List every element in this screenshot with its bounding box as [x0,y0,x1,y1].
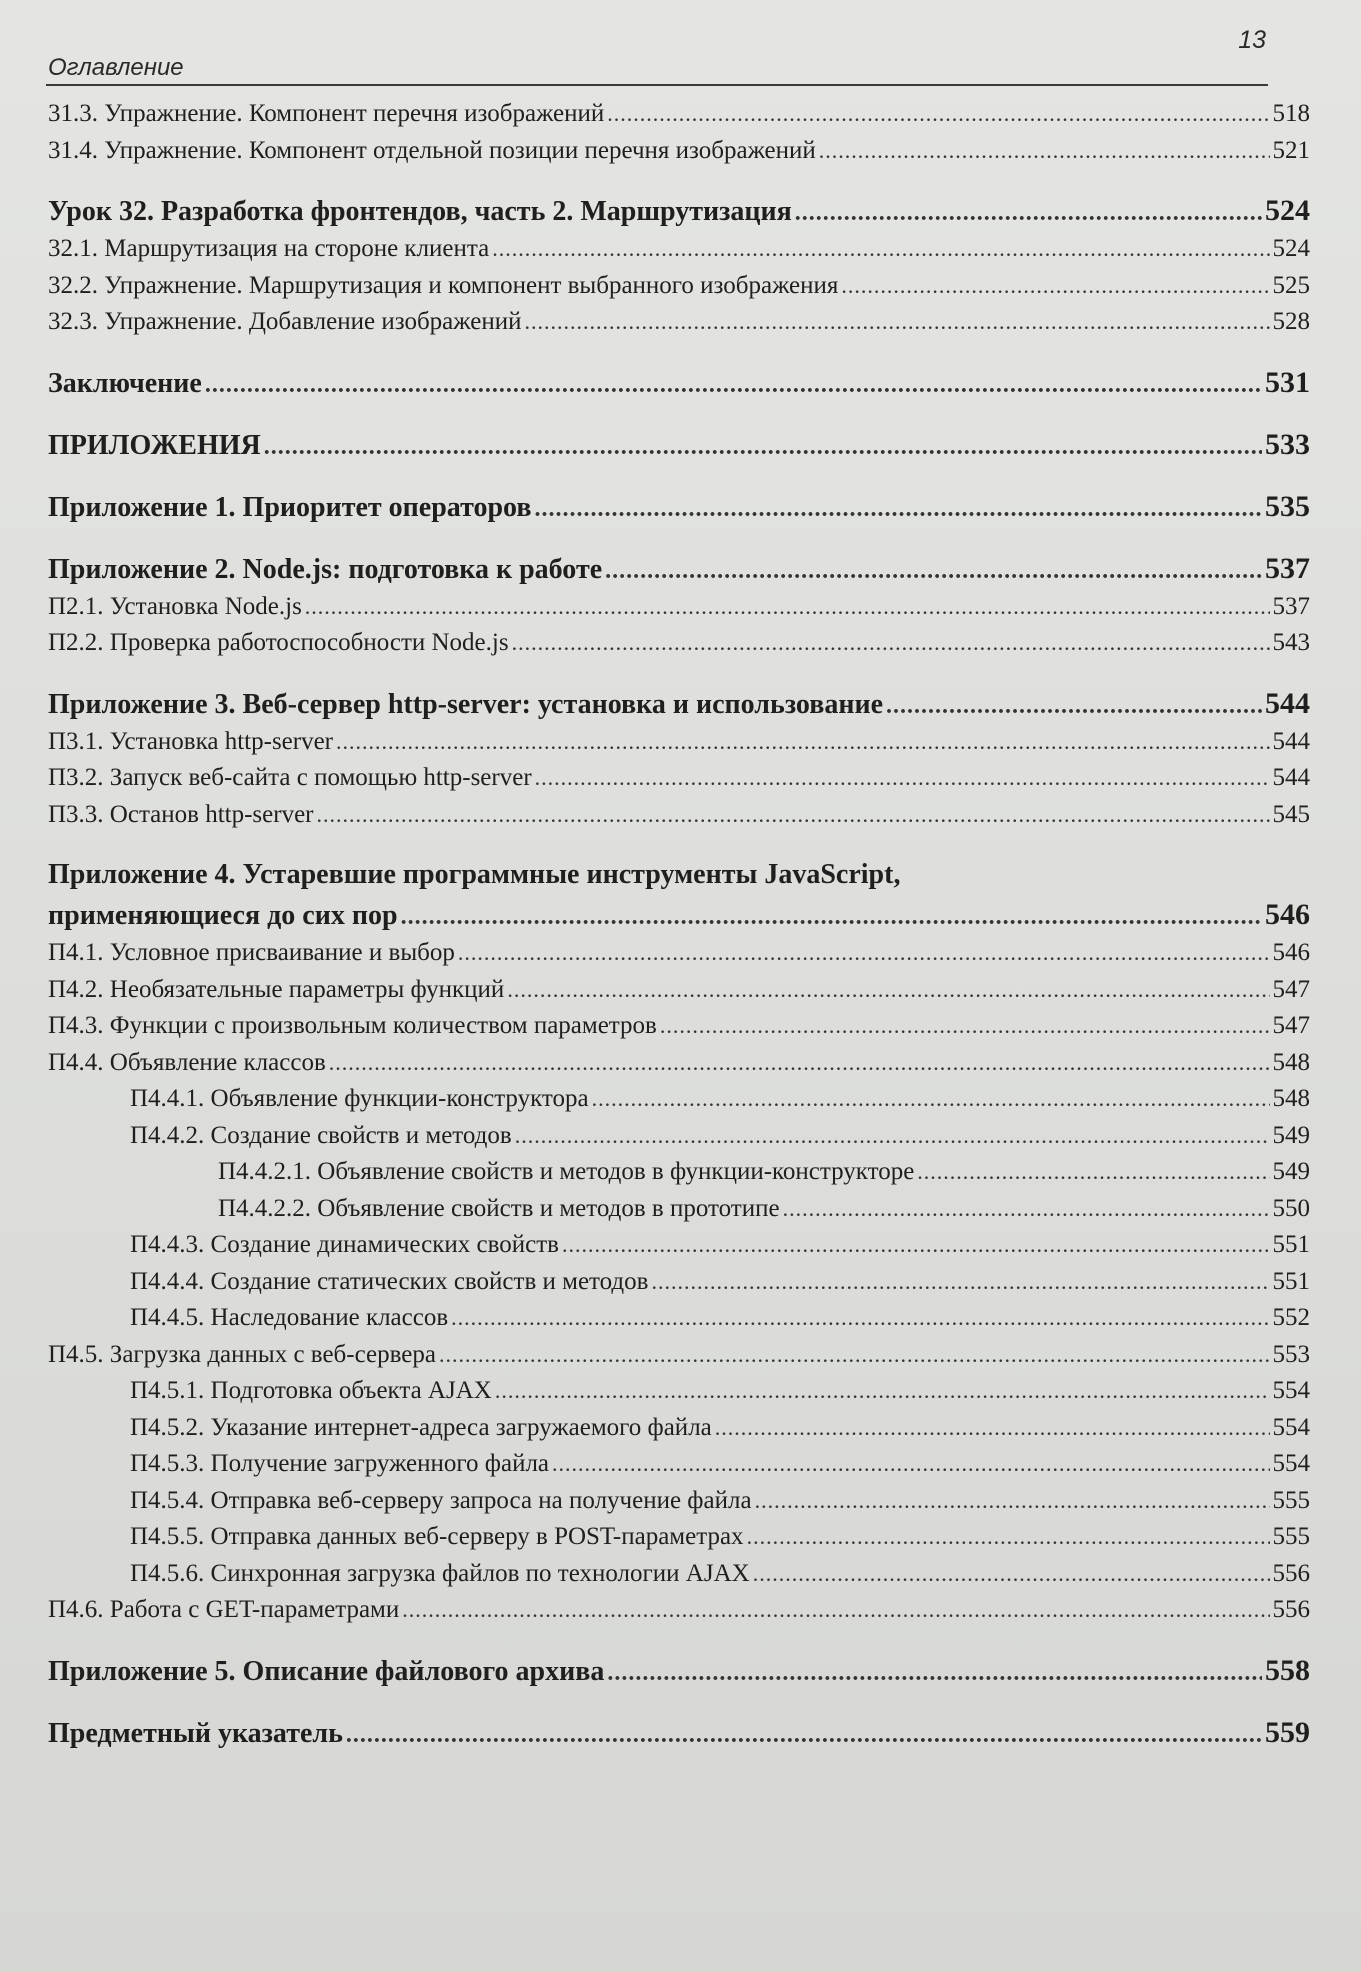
toc-chapter-entry[interactable] [48,1713,1310,1753]
toc-entry-page: 547 [1272,1012,1310,1039]
toc-entry-title: П4.2. Необязательные параметры функций [48,975,505,1003]
toc-entry-page: 551 [1272,1231,1310,1258]
toc-entry-page: 528 [1272,308,1310,335]
toc-entry-page: 544 [1272,764,1310,791]
toc-entry-title: П4.4.2.2. Объявление свойств и методов в прототипе [218,1194,780,1222]
toc-entry-page: 554 [1272,1413,1310,1441]
toc-subentry[interactable] [48,1300,1310,1337]
toc-entry-title: П4.5.5. Отправка данных веб-серверу в POST-параметрах [130,1523,744,1550]
dot-leader [552,1446,1269,1483]
toc-entry-page: 553 [1272,1340,1310,1368]
dot-leader [607,96,1269,133]
dot-leader [715,1410,1270,1447]
toc-subentry[interactable] [48,1227,1310,1264]
toc-entry[interactable] [48,304,1310,341]
toc-entry-page: 555 [1272,1523,1310,1550]
toc-entry-title: П4.4.3. Создание динамических свойств [130,1231,559,1258]
toc-subentry[interactable] [48,1410,1310,1447]
toc-entry-title: П4.4. Объявление классов [48,1048,326,1076]
running-header-title: Оглавление [48,54,184,81]
dot-leader [458,935,1270,972]
toc-entry-title: 32.3. Упражнение. Добавление изображений [48,308,522,335]
toc-entry-title: П4.5.2. Указание интернет-адреса загружаемого файла [130,1413,712,1441]
toc-entry-title: П3.1. Установка http-server [48,727,334,755]
toc-entry-page: 546 [1272,939,1310,966]
toc-entry[interactable] [48,724,1310,761]
toc-chapter-entry[interactable] [48,363,1310,403]
toc-entry[interactable] [48,133,1310,170]
toc-entry-page: 518 [1272,100,1310,127]
dot-leader [305,589,1270,626]
toc-entry-page: 543 [1272,629,1310,656]
toc-entry-title: ПРИЛОЖЕНИЯ [48,429,261,461]
toc-entry-page: 549 [1272,1121,1310,1149]
toc-entry-page: 550 [1272,1194,1310,1222]
dot-leader [401,897,1262,937]
toc-entry-title: Приложение 4. Устаревшие программные инструменты JavaScript, [48,859,901,890]
dot-leader [329,1045,1270,1082]
toc-entry-title: 32.1. Маршрутизация на стороне клиента [48,235,490,262]
toc-chapter-entry[interactable] [48,191,1310,231]
toc-entry-title: П4.5.3. Получение загруженного файла [130,1450,550,1477]
toc-entry-page: 554 [1272,1450,1310,1477]
toc-entry-title: Заключение [48,367,202,399]
toc-entry[interactable] [48,1045,1310,1082]
toc-entry-title: П4.4.5. Наследование классов [130,1304,449,1331]
dot-leader [651,1264,1269,1301]
toc-entry-title: Приложение 1. Приоритет операторов [48,491,532,523]
toc-chapter-entry-line1[interactable] [48,855,1310,895]
toc-entry-title: П4.4.2. Создание свойств и методов [130,1121,512,1149]
toc-entry-page: 548 [1272,1048,1310,1076]
dot-leader [492,231,1269,268]
toc-entry-page: 558 [1265,1653,1310,1687]
dot-leader [605,551,1262,591]
toc-entry[interactable] [48,760,1310,797]
dot-leader [747,1519,1270,1556]
toc-entry-page: 524 [1265,194,1310,227]
toc-entry-title: Предметный указатель [48,1717,343,1749]
toc-entry-title: 32.2. Упражнение. Маршрутизация и компонент выбранного изображения [48,271,839,299]
dot-leader [592,1081,1270,1118]
toc-entry-page: 544 [1272,727,1310,755]
dot-leader [753,1556,1270,1593]
toc-chapter-entry[interactable] [48,487,1310,527]
dot-leader [755,1483,1270,1520]
toc-entry[interactable] [48,972,1310,1009]
toc-entry[interactable] [48,1592,1310,1629]
toc-entry-page: 556 [1272,1596,1310,1623]
dot-leader [205,365,1262,405]
toc-subentry[interactable] [48,1446,1310,1483]
dot-leader [534,489,1262,529]
toc-entry[interactable] [48,625,1310,662]
toc-entry-page: 551 [1272,1267,1310,1295]
toc-entry-page: 537 [1272,592,1310,620]
toc-entry-title: П4.5. Загрузка данных с веб-сервера [48,1340,436,1368]
toc-entry-page: 547 [1272,975,1310,1003]
toc-entry[interactable] [48,268,1310,305]
dot-leader [795,193,1262,233]
toc-entry-title: Приложение 2. Node.js: подготовка к работе [48,553,603,585]
toc-subentry[interactable] [48,1118,1310,1155]
dot-leader [917,1154,1269,1191]
page-number: 13 [1238,26,1266,54]
toc-entry-title: 31.3. Упражнение. Компонент перечня изображений [48,100,605,127]
dot-leader [886,686,1262,726]
toc-entry-page: 533 [1265,427,1310,461]
toc-chapter-entry[interactable] [48,425,1310,465]
dot-leader [336,724,1269,761]
toc-entry-title: Приложение 5. Описание файлового архива [48,1655,605,1687]
toc-entry-page: 546 [1265,898,1310,931]
toc-entry-title: П4.5.1. Подготовка объекта AJAX [130,1377,492,1404]
toc-entry-page: 549 [1272,1158,1310,1185]
toc-entry-title: П4.5.6. Синхронная загрузка файлов по технологии AJAX [130,1559,750,1587]
dot-leader [451,1300,1269,1337]
toc-entry-title: П3.3. Останов http-server [48,800,314,828]
toc-chapter-entry[interactable] [48,684,1310,724]
toc-entry[interactable] [48,589,1310,626]
toc-entry[interactable] [48,935,1310,972]
toc-subentry[interactable] [48,1264,1310,1301]
toc-entry-title: 31.4. Упражнение. Компонент отдельной позиции перечня изображений [48,136,816,164]
toc-entry-page: 556 [1272,1559,1310,1587]
toc-entry[interactable] [48,96,1310,133]
toc-entry[interactable] [48,797,1310,834]
toc-entry-page: 525 [1272,271,1310,299]
toc-subentry[interactable] [48,1556,1310,1593]
dot-leader [439,1337,1270,1374]
toc-entry-title: П4.6. Работа с GET-параметрами [48,1596,400,1623]
toc-entry-title: П4.4.4. Создание статических свойств и методов [130,1267,649,1295]
toc-entry-title: П2.2. Проверка работоспособности Node.js [48,629,509,656]
toc-entry[interactable] [48,231,1310,268]
toc-entry-title: П2.1. Установка Node.js [48,592,302,620]
toc-chapter-entry[interactable] [48,1651,1310,1691]
toc-subentry[interactable] [48,1483,1310,1520]
toc-entry-title: П3.2. Запуск веб-сайта с помощью http-server [48,764,532,791]
toc-entry-page: 537 [1265,551,1310,585]
toc-entry-page: 552 [1272,1304,1310,1331]
dot-leader [507,972,1269,1009]
dot-leader [607,1653,1262,1693]
dot-leader [535,760,1270,797]
toc-subsubentry[interactable] [48,1191,1310,1228]
toc-entry-title: Приложение 3. Веб-сервер http-server: установка и использование [48,688,884,720]
toc-entry[interactable] [48,1008,1310,1045]
toc-entry-page: 524 [1272,235,1310,262]
dot-leader [346,1715,1262,1755]
toc-subentry[interactable] [48,1081,1310,1118]
toc-entry-title: П4.4.2.1. Объявление свойств и методов в функции-конструкторе [218,1158,915,1185]
dot-leader [264,427,1262,467]
toc-entry-page: 555 [1272,1486,1310,1514]
dot-leader [515,1118,1270,1155]
dot-leader [317,797,1270,834]
dot-leader [841,268,1269,305]
dot-leader [819,133,1270,170]
running-header [46,22,1268,86]
toc-entry-page: 535 [1265,489,1310,523]
toc-entry-page: 531 [1265,365,1310,399]
toc-entry-title: Урок 32. Разработка фронтендов, часть 2. Маршрутизация [48,196,792,227]
toc-subentry[interactable] [48,1373,1310,1410]
toc-entry-page: 559 [1265,1715,1310,1749]
toc-chapter-entry[interactable] [48,895,1310,935]
toc-subentry[interactable] [48,1519,1310,1556]
toc-entry-title: П4.3. Функции с произвольным количеством параметров [48,1012,657,1039]
toc-subsubentry[interactable] [48,1154,1310,1191]
toc-entry-title: применяющиеся до сих пор [48,900,398,931]
dot-leader [524,304,1269,341]
toc-entry-title: П4.1. Условное присваивание и выбор [48,939,455,966]
dot-leader [495,1373,1270,1410]
toc-entry-title: П4.4.1. Объявление функции-конструктора [130,1085,589,1112]
toc-entry[interactable] [48,1337,1310,1374]
table-of-contents [48,96,1310,1753]
toc-entry-title: П4.5.4. Отправка веб-серверу запроса на получение файла [130,1486,752,1514]
toc-chapter-entry[interactable] [48,549,1310,589]
dot-leader [402,1592,1269,1629]
toc-entry-page: 521 [1272,136,1310,164]
toc-entry-page: 548 [1272,1085,1310,1112]
dot-leader [660,1008,1270,1045]
toc-entry-page: 544 [1265,686,1310,720]
dot-leader [562,1227,1270,1264]
dot-leader [512,625,1270,662]
dot-leader [783,1191,1270,1228]
toc-entry-page: 554 [1272,1377,1310,1404]
toc-entry-page: 545 [1272,800,1310,828]
